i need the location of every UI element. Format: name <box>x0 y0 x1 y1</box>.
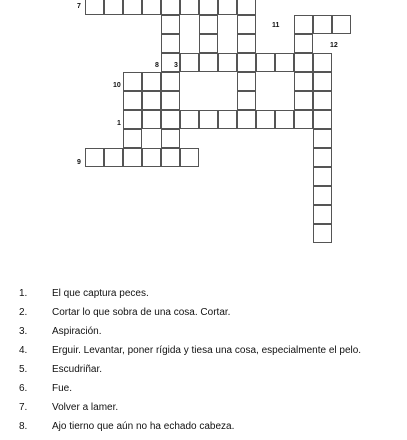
crossword-cell[interactable] <box>142 91 161 110</box>
grid-number-7: 7 <box>77 3 81 10</box>
clue-row <box>0 284 407 303</box>
clue-text: Aspiración. <box>52 326 102 337</box>
crossword-cell[interactable] <box>142 148 161 167</box>
crossword-cell[interactable] <box>275 53 294 72</box>
crossword-cell[interactable] <box>85 0 104 15</box>
crossword-cell[interactable] <box>123 129 142 148</box>
crossword-cell[interactable] <box>256 110 275 129</box>
crossword-cell[interactable] <box>123 148 142 167</box>
crossword-cell[interactable] <box>142 72 161 91</box>
crossword-cell[interactable] <box>313 224 332 243</box>
crossword-cell[interactable] <box>313 129 332 148</box>
crossword-cell[interactable] <box>218 0 237 15</box>
crossword-cell[interactable] <box>237 34 256 53</box>
crossword-cell[interactable] <box>313 186 332 205</box>
grid-number-11: 11 <box>272 22 280 29</box>
crossword-cell[interactable] <box>161 91 180 110</box>
crossword-cell[interactable] <box>161 72 180 91</box>
crossword-cell[interactable] <box>313 148 332 167</box>
crossword-cell[interactable] <box>104 148 123 167</box>
crossword-cell[interactable] <box>256 53 275 72</box>
crossword-cell[interactable] <box>237 91 256 110</box>
crossword-cell[interactable] <box>294 53 313 72</box>
crossword-cell[interactable] <box>161 148 180 167</box>
crossword-cell[interactable] <box>104 0 123 15</box>
crossword-cell[interactable] <box>142 110 161 129</box>
crossword-cell[interactable] <box>161 34 180 53</box>
crossword-cell[interactable] <box>161 110 180 129</box>
grid-number-10: 10 <box>113 82 121 89</box>
crossword-cell[interactable] <box>237 15 256 34</box>
crossword-cell[interactable] <box>218 53 237 72</box>
crossword-cell[interactable] <box>180 0 199 15</box>
crossword-cell[interactable] <box>161 129 180 148</box>
crossword-cell[interactable] <box>294 72 313 91</box>
crossword-cell[interactable] <box>85 148 104 167</box>
crossword-cell[interactable] <box>313 205 332 224</box>
clue-text: Escudriñar. <box>52 364 103 375</box>
grid-number-8: 8 <box>155 62 159 69</box>
clue-text: El que captura peces. <box>52 288 149 299</box>
crossword-cell[interactable] <box>180 53 199 72</box>
crossword-cell[interactable] <box>294 110 313 129</box>
clue-text: Erguir. Levantar, poner rígida y tiesa una cosa, especialmente el pelo. <box>52 345 362 356</box>
clue-number: 3. <box>19 326 28 337</box>
clue-row <box>0 398 407 417</box>
crossword-cell[interactable] <box>275 110 294 129</box>
crossword-cell[interactable] <box>313 91 332 110</box>
clue-number: 2. <box>19 307 28 318</box>
crossword-cell[interactable] <box>199 34 218 53</box>
crossword-cell[interactable] <box>199 53 218 72</box>
clue-row <box>0 341 407 360</box>
grid-number-3: 3 <box>174 62 178 69</box>
crossword-cell[interactable] <box>313 53 332 72</box>
clue-number: 8. <box>19 421 28 432</box>
clue-row <box>0 379 407 398</box>
crossword-cell[interactable] <box>294 34 313 53</box>
crossword-cell[interactable] <box>294 91 313 110</box>
crossword-cell[interactable] <box>142 0 161 15</box>
crossword-cell[interactable] <box>332 15 351 34</box>
clue-text: Ajo tierno que aún no ha echado cabeza. <box>52 421 235 432</box>
clue-number: 7. <box>19 402 28 413</box>
clue-row <box>0 303 407 322</box>
crossword-cell[interactable] <box>161 0 180 15</box>
clue-row <box>0 322 407 341</box>
clue-row <box>0 417 407 436</box>
grid-number-12: 12 <box>330 42 338 49</box>
crossword-cell[interactable] <box>199 0 218 15</box>
crossword-cell[interactable] <box>123 0 142 15</box>
crossword-cell[interactable] <box>199 110 218 129</box>
crossword-cell[interactable] <box>313 110 332 129</box>
crossword-cell[interactable] <box>237 72 256 91</box>
crossword-cell[interactable] <box>161 15 180 34</box>
clue-row <box>0 360 407 379</box>
crossword-cell[interactable] <box>199 15 218 34</box>
crossword-cell[interactable] <box>313 15 332 34</box>
crossword-cell[interactable] <box>237 53 256 72</box>
crossword-cell[interactable] <box>123 110 142 129</box>
clue-number: 6. <box>19 383 28 394</box>
clue-text: Fue. <box>52 383 73 394</box>
clue-number: 4. <box>19 345 28 356</box>
clue-text: Cortar lo que sobra de una cosa. Cortar. <box>52 307 231 318</box>
crossword-cell[interactable] <box>313 72 332 91</box>
crossword-cell[interactable] <box>294 15 313 34</box>
crossword-cell[interactable] <box>123 72 142 91</box>
grid-number-1: 1 <box>117 120 121 127</box>
crossword-cell[interactable] <box>237 110 256 129</box>
clue-number: 1. <box>19 288 28 299</box>
crossword-cell[interactable] <box>237 0 256 15</box>
clue-text: Volver a lamer. <box>52 402 119 413</box>
grid-number-9: 9 <box>77 159 81 166</box>
crossword-cell[interactable] <box>218 110 237 129</box>
clue-number: 5. <box>19 364 28 375</box>
crossword-cell[interactable] <box>123 91 142 110</box>
crossword-cell[interactable] <box>180 110 199 129</box>
crossword-cell[interactable] <box>313 167 332 186</box>
crossword-cell[interactable] <box>180 148 199 167</box>
